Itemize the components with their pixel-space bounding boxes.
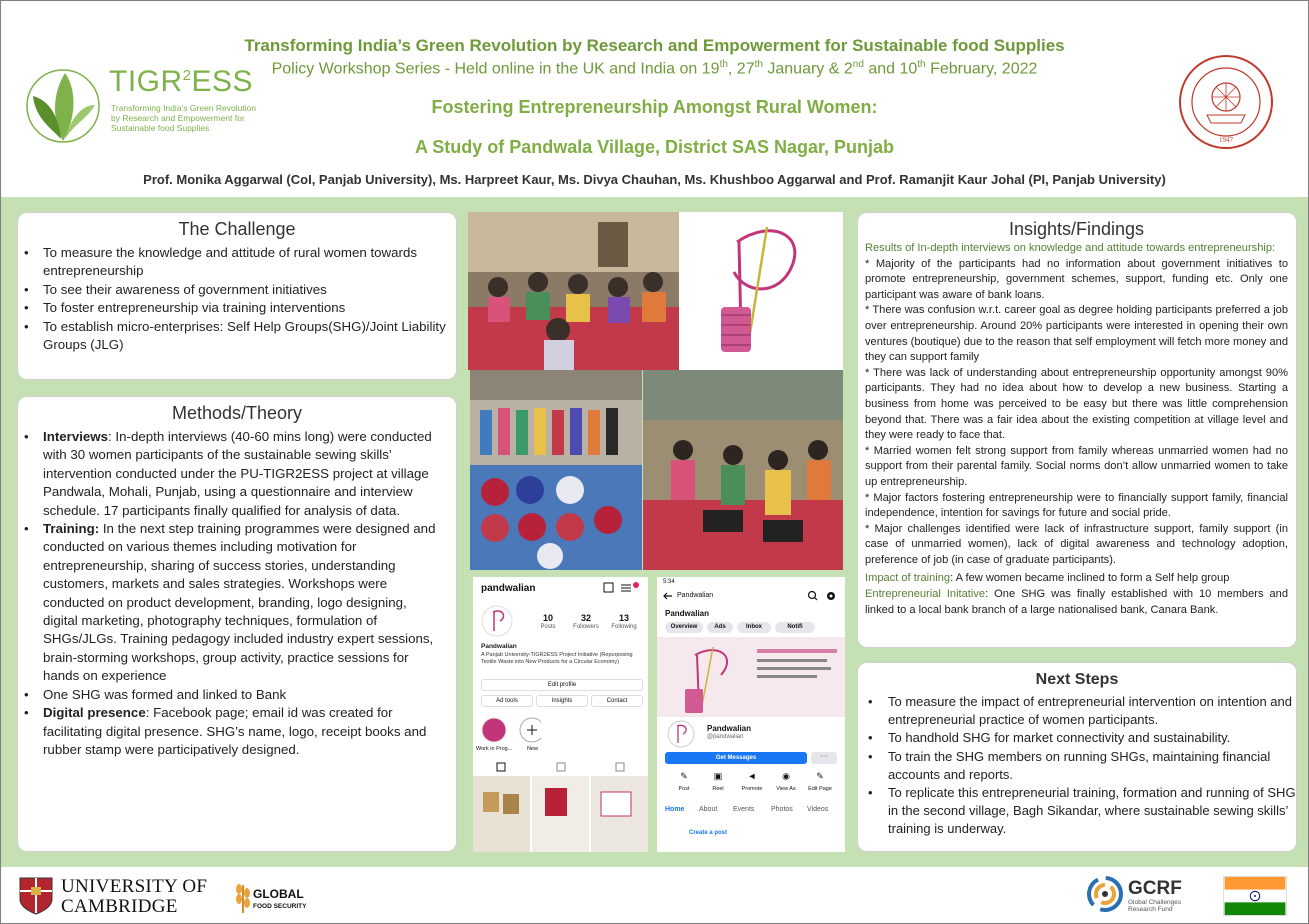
tab-home[interactable]: Home <box>665 806 685 813</box>
wheat-icon <box>233 879 253 913</box>
poster-header <box>1 1 1308 197</box>
poster-title: Fostering Entrepreneurship Amongst Rural Women: <box>431 97 878 117</box>
tab-videos[interactable]: Videos <box>807 806 829 813</box>
search-and-settings-icons[interactable] <box>807 590 839 602</box>
gfs-subtitle: FOOD SECURITY <box>253 903 307 910</box>
gcrf-subtitle: Global Challenges Research Fund <box>1128 899 1182 913</box>
tigr2ess-logo-text: TIGR$^2$ESS <box>109 65 254 98</box>
authors: Prof. Monika Aggarwal (CoI, Panjab University), Ms. Harpreet Kaur, Ms. Divya Chauhan, Ms. Khushboo Aggarwal and Prof. Ramanjit Kaur Johal (PI, Panjab University) <box>143 172 1166 187</box>
insights-panel <box>857 212 1297 648</box>
chip-notifications[interactable]: Notifi <box>775 622 815 633</box>
action-edit-page[interactable]: Edit Page <box>808 786 832 792</box>
tab-about[interactable]: About <box>699 806 718 813</box>
facebook-breadcrumb: Pandwalian <box>677 592 714 599</box>
insight-point: * There was confusion w.r.t. career goal as degree holding participants preferred a job over entrepreneurship. Around 20% participants were interested in opening their own ventures (boutique) due to the reason that self employment will fetch more money and they can support family <box>865 304 1288 364</box>
chip-inbox[interactable]: Inbox <box>737 622 771 633</box>
list-item: • Training: In the next step training programmes were designed and conducted on various themes including motivation for entrepreneurship, sharing of success stories, understanding customers, markets and sales strategies. Workshops were conducted on product development, branding, logo designing, digital marketing, photography techniques, formulation of SHGs/JLGs. Training pedagogy included industry expert sessions, brain-storming workshops, group activity, practice sessions for hands on experience <box>18 520 442 686</box>
insight-point: * Major factors fostering entrepreneurship were to financially support family, financial independence, intention for savings for future and social pride. <box>865 491 1288 520</box>
insight-point: * Majority of the participants had no information about government initiatives to promote entrepreneurship, government schemes, support, funding etc. Only one participant was aware of bank loans. <box>865 257 1288 301</box>
insight-point: * Married women felt strong support from family whereas unmarried women had no support from their parental family. Social norms don’t allow unmarried women to take up entrepreneurship. <box>865 444 1288 488</box>
panjab-university-seal <box>1177 53 1275 151</box>
facebook-handle: @pandwalian <box>707 734 744 740</box>
cambridge-wordmark: UNIVERSITY OF CAMBRIDGE <box>61 876 208 917</box>
highlight-work-in-progress[interactable]: Work in Prog... <box>476 746 513 752</box>
list-item: • To handhold SHG for market connectivity and sustainability. <box>858 729 1296 747</box>
create-post-button[interactable]: Create a post <box>689 830 728 836</box>
instagram-grid <box>473 762 648 852</box>
list-item: • Digital presence: Facebook page; email id was created for facilitating digital presence. SHG’s name, logo, receipt books and rubber stamp were participatively designed. <box>18 704 442 759</box>
workshop-line: Policy Workshop Series - Held online in the UK and India on 19th, 27th January & 2nd and 10th February, 2022 <box>271 59 1038 78</box>
facebook-avatar <box>665 720 701 748</box>
status-bar-time: 5:34 <box>663 579 675 585</box>
instagram-username: pandwalian <box>481 583 536 594</box>
highlight-new[interactable]: New <box>527 746 539 752</box>
insights-intro: Results of In-depth interviews on knowledge and attitude towards entrepreneurship: <box>865 242 1276 254</box>
poster-subtitle: A Study of Pandwala Village, District SAS Nagar, Punjab <box>414 137 895 157</box>
methods-panel <box>17 396 457 852</box>
group-and-products-photo <box>470 370 642 570</box>
contact-button[interactable]: Contact <box>591 695 643 707</box>
get-messages-button[interactable]: Get Messages <box>665 752 807 764</box>
next-steps-panel <box>857 662 1297 852</box>
tab-photos[interactable]: Photos <box>771 806 793 813</box>
workshop-photo-group <box>468 212 679 370</box>
chip-overview[interactable]: Overview <box>665 622 703 633</box>
action-reel[interactable]: Reel <box>712 786 724 792</box>
seal-year: 1947 <box>1219 136 1233 144</box>
promote-icon[interactable]: ◄ <box>747 771 757 781</box>
instagram-following-count: 13 <box>618 613 629 623</box>
poster-footer <box>1 867 1308 923</box>
instagram-avatar <box>481 605 513 637</box>
instagram-header-icons <box>603 582 643 594</box>
action-promote[interactable]: Promote <box>741 786 763 792</box>
action-view-as[interactable]: View As <box>776 786 796 792</box>
list-item: • To establish micro-enterprises: Self Help Groups(SHG)/Joint Liability Groups (JLG) <box>18 318 448 355</box>
list-item: • To measure the knowledge and attitude of rural women towards entrepreneurship <box>18 244 448 281</box>
action-post[interactable]: Post <box>678 786 690 792</box>
list-item: • To foster entrepreneurship via training interventions <box>18 299 448 317</box>
back-arrow-icon[interactable] <box>662 591 674 601</box>
entrepreneurial-initiative: Entrepreneurial Initative: One SHG was finally established with 10 members and linked to a local bank branch of a large nationalised bank, Canara Bank. <box>865 588 1289 616</box>
next-steps-list <box>858 693 1296 839</box>
insight-point: * Major challenges identified were lack of infrastructure support, family support (in case of unmarried women), lack of digital awareness and technology adoption, preference of job (in case of graduate participants). <box>865 522 1288 566</box>
instagram-posts-label: Posts <box>540 624 556 630</box>
facebook-cover-image <box>657 637 845 717</box>
chip-ads[interactable]: Ads <box>707 622 733 633</box>
methods-heading: Methods/Theory <box>171 403 303 423</box>
instagram-followers-count: 32 <box>580 613 591 623</box>
post-icon[interactable]: ✎ <box>680 771 688 781</box>
list-item: • To see their awareness of government initiatives <box>18 281 448 299</box>
tab-events[interactable]: Events <box>733 806 755 813</box>
challenge-heading: The Challenge <box>178 219 296 239</box>
instagram-followers-label: Followers <box>573 624 599 630</box>
cambridge-logo <box>19 877 219 917</box>
challenge-list <box>18 244 456 354</box>
cambridge-shield-icon <box>19 877 53 915</box>
gcrf-title: GCRF <box>1128 878 1182 899</box>
list-item: • One SHG was formed and linked to Bank <box>18 686 442 704</box>
gcrf-logo <box>1086 875 1206 917</box>
edit-icon[interactable]: ✎ <box>816 771 824 781</box>
instagram-following-label: Following <box>611 624 637 630</box>
impact-of-training: Impact of training: A few women became inclined to form a Self help group <box>865 572 1230 585</box>
facebook-page-name: Pandwalian <box>665 609 710 618</box>
sewing-session-photo <box>643 370 843 570</box>
list-item: • To measure the impact of entrepreneurial intervention on intention and entrepreneurial practice of women participants. <box>858 693 1296 729</box>
gcrf-circle-icon <box>1086 875 1124 913</box>
instagram-bio: A Panjab University-TIGR2ESS Project Initiative (Repurposing Textile Waste into New Products for a Circular Economy) <box>481 652 633 665</box>
instagram-screenshot <box>473 577 648 852</box>
facebook-page-title: Pandwalian <box>707 724 752 733</box>
insight-point: * There was lack of understanding about entrepreneurship opportunity amongst 90% participants. They had no idea about how to develop a new business. Starting a business from home was perceived to be easy but there was little comprehension beyond that. There was a fair idea about the existing competition at village level and they were ready to face that. <box>865 366 1288 442</box>
eye-icon[interactable]: ◉ <box>782 771 790 781</box>
pandwalian-logo-image <box>679 212 843 370</box>
insights-heading: Insights/Findings <box>1008 219 1145 239</box>
project-title: Transforming India’s Green Revolution by Research and Empowerment for Sustainable food Supplies <box>244 36 1065 55</box>
list-item: • To train the SHG members on running SHGs, maintaining financial accounts and reports. <box>858 748 1296 784</box>
edit-profile-button[interactable]: Edit profile <box>481 679 643 691</box>
reel-icon[interactable]: ▣ <box>713 771 723 781</box>
list-item: • To replicate this entrepreneurial training, formation and running of SHG in the second village, Bagh Sikandar, where sustainable sewing skills’ training is underway. <box>858 784 1296 839</box>
methods-list <box>18 428 456 759</box>
instagram-posts-count: 10 <box>542 613 553 623</box>
insights-button[interactable]: Insights <box>536 695 588 707</box>
india-flag <box>1223 876 1287 916</box>
challenge-panel <box>17 212 457 380</box>
next-steps-heading: Next Steps <box>1035 671 1119 688</box>
global-food-security-logo <box>233 879 333 915</box>
gfs-title: GLOBAL <box>253 887 304 901</box>
tigr2ess-tagline: Transforming India’s Green Revolution by Research and Empowerment for Sustainable food Supplies <box>111 103 257 133</box>
more-options-button[interactable]: ··· <box>811 752 837 764</box>
list-item: • Interviews: In-depth interviews (40-60 mins long) were conducted with 30 women participants of the sustainable sewing skills’ intervention conducted under the PU-TIGR2ESS project at village Pandwala, Mohali, Punjab, using a questionnaire and interview schedule. 17 participants finally qualified for analysis of data. <box>18 428 442 520</box>
facebook-screenshot <box>657 577 845 852</box>
instagram-profile-name: Pandwalian <box>481 643 517 650</box>
story-highlights <box>481 717 541 745</box>
ad-tools-button[interactable]: Ad tools <box>481 695 533 707</box>
